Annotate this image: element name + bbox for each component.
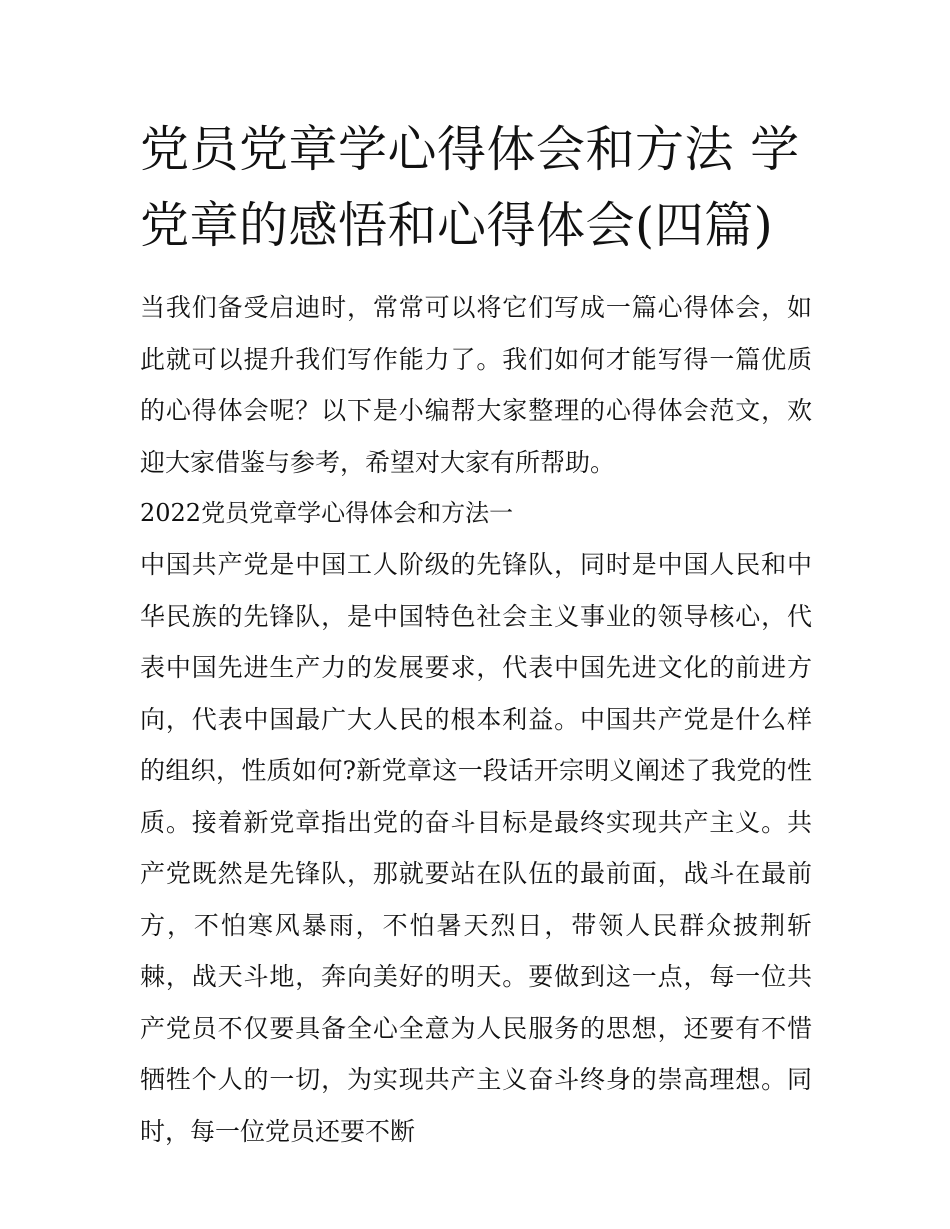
document-title: 党员党章学心得体会和方法 学党章的感悟和心得体会(四篇) [140, 121, 800, 254]
document-content [140, 112, 812, 1157]
intro-paragraph: 当我们备受启迪时，常常可以将它们写成一篇心得体会，如此就可以提升我们写作能力了。我们如何才能写得一篇优质的心得体会呢？以下是小编帮大家整理的心得体会范文，欢迎大家借鉴与参考，希望对大家有所帮助。 [140, 293, 812, 477]
body-paragraph: 中国共产党是中国工人阶级的先锋队，同时是中国人民和中华民族的先锋队，是中国特色社会主义事业的领导核心，代表中国先进生产力的发展要求，代表中国先进文化的前进方向，代表中国最广大人民的根本利益。中国共产党是什么样的组织，性质如何?新党章这一段话开宗明义阐述了我党的性质。接着新党章指出党的奋斗目标是最终实现共产主义。共产党既然是先锋队，那就要站在队伍的最前面，战斗在最前方，不怕寒风暴雨，不怕暑天烈日，带领人民群众披荆斩棘，战天斗地，奔向美好的明天。要做到这一点，每一位共产党员不仅要具备全心全意为人民服务的思想，还要有不惜牺牲个人的一切，为实现共产主义奋斗终身的崇高理想。同时，每一位党员还要不断 [140, 550, 812, 1146]
section-heading: 2022党员党章学心得体会和方法一 [140, 499, 514, 527]
